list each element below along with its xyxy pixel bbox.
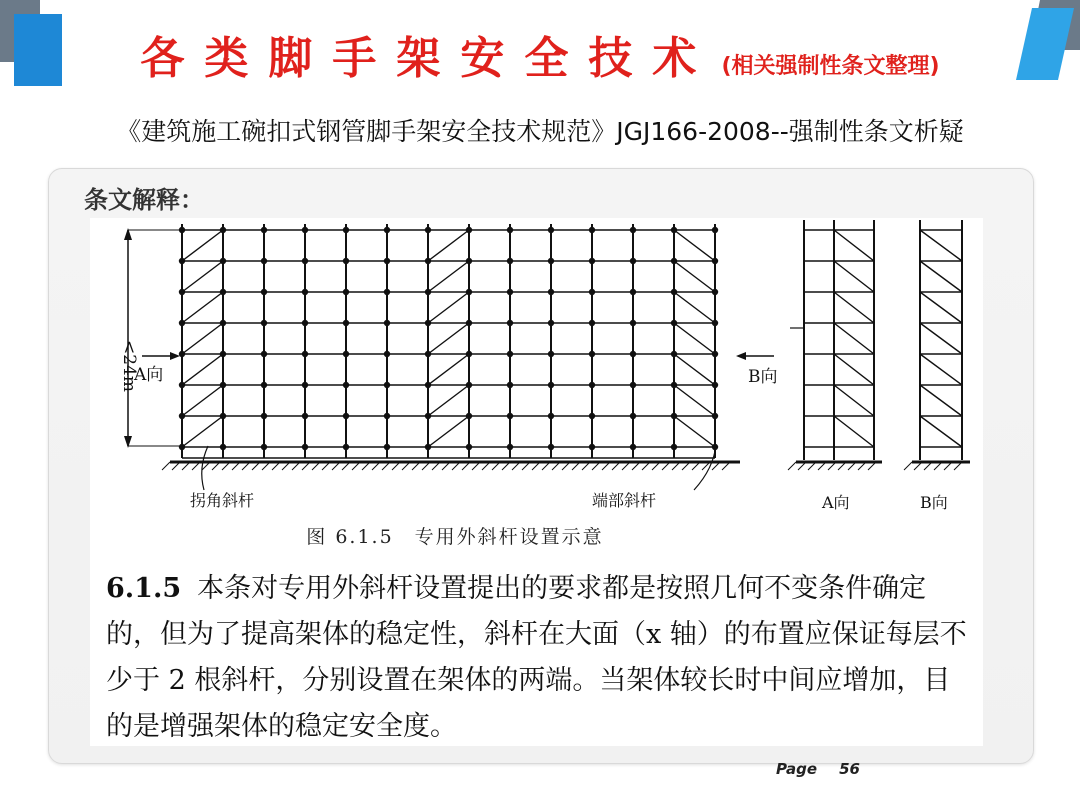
page-number: 56 — [839, 760, 860, 778]
view-a-label: A向 — [822, 493, 850, 512]
joint-node — [303, 445, 307, 449]
joint-node — [631, 414, 635, 418]
joint-node — [508, 259, 512, 263]
joint-node — [713, 352, 717, 356]
joint-node — [549, 290, 553, 294]
joint-node — [467, 445, 471, 449]
joint-node — [508, 352, 512, 356]
diagonal-brace — [182, 292, 223, 323]
joint-node — [631, 445, 635, 449]
joint-node — [426, 352, 430, 356]
b-view-brace — [920, 230, 962, 261]
view-b-label: B向 — [920, 493, 948, 512]
joint-node — [426, 414, 430, 418]
joint-node — [549, 228, 553, 232]
joint-node — [549, 321, 553, 325]
joint-node — [180, 259, 184, 263]
joint-node — [467, 228, 471, 232]
joint-node — [303, 259, 307, 263]
section-label: 条文解释： — [84, 186, 204, 214]
joint-node — [344, 383, 348, 387]
joint-node — [631, 259, 635, 263]
joint-node — [713, 321, 717, 325]
joint-node — [467, 321, 471, 325]
joint-node — [262, 445, 266, 449]
diagonal-brace — [182, 385, 223, 416]
a-view-brace — [834, 385, 874, 416]
joint-node — [262, 414, 266, 418]
diagonal-brace — [428, 292, 469, 323]
joint-node — [713, 259, 717, 263]
joint-node — [590, 321, 594, 325]
page-title: 各类脚手架安全技术 — [140, 33, 717, 84]
joint-node — [426, 290, 430, 294]
joint-node — [631, 290, 635, 294]
joint-node — [303, 290, 307, 294]
joint-node — [385, 259, 389, 263]
scaffold-diagram — [90, 218, 983, 518]
clause-number: 6.1.5 — [106, 573, 182, 604]
joint-node — [221, 321, 225, 325]
joint-node — [467, 414, 471, 418]
a-view-brace — [834, 261, 874, 292]
joint-node — [262, 228, 266, 232]
joint-node — [385, 290, 389, 294]
diagonal-brace — [674, 230, 715, 261]
joint-node — [344, 352, 348, 356]
joint-node — [303, 383, 307, 387]
joint-node — [631, 383, 635, 387]
joint-node — [344, 445, 348, 449]
joint-node — [180, 352, 184, 356]
joint-node — [262, 383, 266, 387]
joint-node — [631, 228, 635, 232]
joint-node — [426, 383, 430, 387]
diagonal-brace — [674, 354, 715, 385]
joint-node — [221, 445, 225, 449]
diagonal-brace — [674, 292, 715, 323]
b-view-brace — [920, 292, 962, 323]
joint-node — [344, 290, 348, 294]
joint-node — [262, 259, 266, 263]
joint-node — [549, 445, 553, 449]
header — [0, 22, 1080, 86]
b-view-brace — [920, 261, 962, 292]
joint-node — [303, 321, 307, 325]
joint-node — [549, 352, 553, 356]
joint-node — [221, 383, 225, 387]
joint-node — [180, 414, 184, 418]
page-subtitle: (相关强制性条文整理) — [721, 54, 940, 79]
joint-node — [590, 259, 594, 263]
joint-node — [672, 290, 676, 294]
diagonal-brace — [674, 323, 715, 354]
joint-node — [590, 290, 594, 294]
joint-node — [631, 352, 635, 356]
a-direction-label: A向 — [134, 365, 164, 385]
joint-node — [672, 383, 676, 387]
a-view-elevation — [788, 220, 882, 470]
diagonal-brace — [182, 230, 223, 261]
joint-node — [549, 414, 553, 418]
joint-node — [672, 228, 676, 232]
joint-node — [221, 228, 225, 232]
joint-node — [180, 445, 184, 449]
diagonal-brace — [428, 416, 469, 447]
joint-node — [508, 290, 512, 294]
joint-node — [508, 445, 512, 449]
joint-node — [467, 290, 471, 294]
a-view-brace — [834, 230, 874, 261]
diagonal-brace — [428, 323, 469, 354]
joint-node — [590, 383, 594, 387]
joint-node — [344, 414, 348, 418]
diagonal-brace — [428, 230, 469, 261]
page-footer — [776, 760, 882, 778]
joint-node — [385, 352, 389, 356]
joint-node — [426, 321, 430, 325]
a-view-brace — [834, 292, 874, 323]
corner-brace-label: 拐角斜杆 — [190, 491, 255, 510]
joint-node — [303, 414, 307, 418]
joint-node — [549, 259, 553, 263]
joint-node — [508, 383, 512, 387]
joint-node — [385, 414, 389, 418]
joint-node — [672, 259, 676, 263]
joint-node — [467, 383, 471, 387]
joint-node — [549, 383, 553, 387]
joint-node — [590, 352, 594, 356]
joint-node — [508, 321, 512, 325]
joint-node — [590, 414, 594, 418]
joint-node — [180, 290, 184, 294]
joint-node — [385, 383, 389, 387]
b-view-brace — [920, 354, 962, 385]
joint-node — [590, 445, 594, 449]
joint-node — [467, 352, 471, 356]
b-view-brace — [920, 416, 962, 447]
diagonal-brace — [182, 261, 223, 292]
joint-node — [713, 414, 717, 418]
joint-node — [713, 228, 717, 232]
joint-node — [344, 259, 348, 263]
joint-node — [672, 414, 676, 418]
joint-node — [303, 228, 307, 232]
joint-node — [672, 321, 676, 325]
b-view-elevation — [904, 220, 970, 470]
diagonal-brace — [674, 261, 715, 292]
diagonal-brace — [674, 416, 715, 447]
a-view-brace — [834, 354, 874, 385]
diagonal-brace — [182, 323, 223, 354]
b-direction-label: B向 — [748, 367, 778, 387]
joint-node — [344, 228, 348, 232]
b-view-brace — [920, 385, 962, 416]
joint-node — [508, 228, 512, 232]
diagonal-brace — [428, 385, 469, 416]
joint-node — [426, 228, 430, 232]
joint-node — [262, 352, 266, 356]
joint-node — [262, 321, 266, 325]
joint-node — [631, 321, 635, 325]
joint-node — [590, 228, 594, 232]
clause-text: 本条对专用外斜杆设置提出的要求都是按照几何不变条件确定的，但为了提高架体的稳定性，斜杆在大面（x 轴）的布置应保证每层不少于 2 根斜杆，分别设置在架体的两端。当架体较长时中间应增加，目的是增强架体的稳定安全度。 — [106, 573, 967, 742]
joint-node — [221, 414, 225, 418]
joint-node — [385, 445, 389, 449]
clause-explanation — [106, 566, 976, 750]
b-view-brace — [920, 323, 962, 354]
ground-hatch — [788, 462, 796, 470]
joint-node — [713, 290, 717, 294]
joint-node — [672, 352, 676, 356]
joint-node — [467, 259, 471, 263]
diagonal-brace — [182, 354, 223, 385]
joint-node — [426, 259, 430, 263]
joint-node — [303, 352, 307, 356]
diagonal-brace — [428, 354, 469, 385]
joint-node — [344, 321, 348, 325]
diagonal-brace — [428, 261, 469, 292]
joint-node — [385, 321, 389, 325]
ground-hatch — [904, 462, 912, 470]
joint-node — [221, 352, 225, 356]
joint-node — [180, 321, 184, 325]
joint-node — [262, 290, 266, 294]
joint-node — [672, 445, 676, 449]
page-label: Page — [776, 760, 818, 778]
front-elevation — [162, 224, 740, 470]
ground-hatch — [162, 462, 170, 470]
a-view-brace — [834, 323, 874, 354]
joint-node — [385, 228, 389, 232]
height-label: <24m — [119, 340, 139, 392]
diagonal-brace — [182, 416, 223, 447]
joint-node — [180, 383, 184, 387]
diagonal-brace — [674, 385, 715, 416]
joint-node — [221, 290, 225, 294]
document-title: 《建筑施工碗扣式钢管脚手架安全技术规范》JGJ166-2008--强制性条文析疑 — [116, 117, 964, 146]
a-view-brace — [834, 416, 874, 447]
joint-node — [221, 259, 225, 263]
end-brace-label: 端部斜杆 — [592, 491, 657, 510]
joint-node — [426, 445, 430, 449]
joint-node — [713, 383, 717, 387]
joint-node — [508, 414, 512, 418]
figure-caption: 图 6.1.5 专用外斜杆设置示意 — [306, 526, 604, 548]
